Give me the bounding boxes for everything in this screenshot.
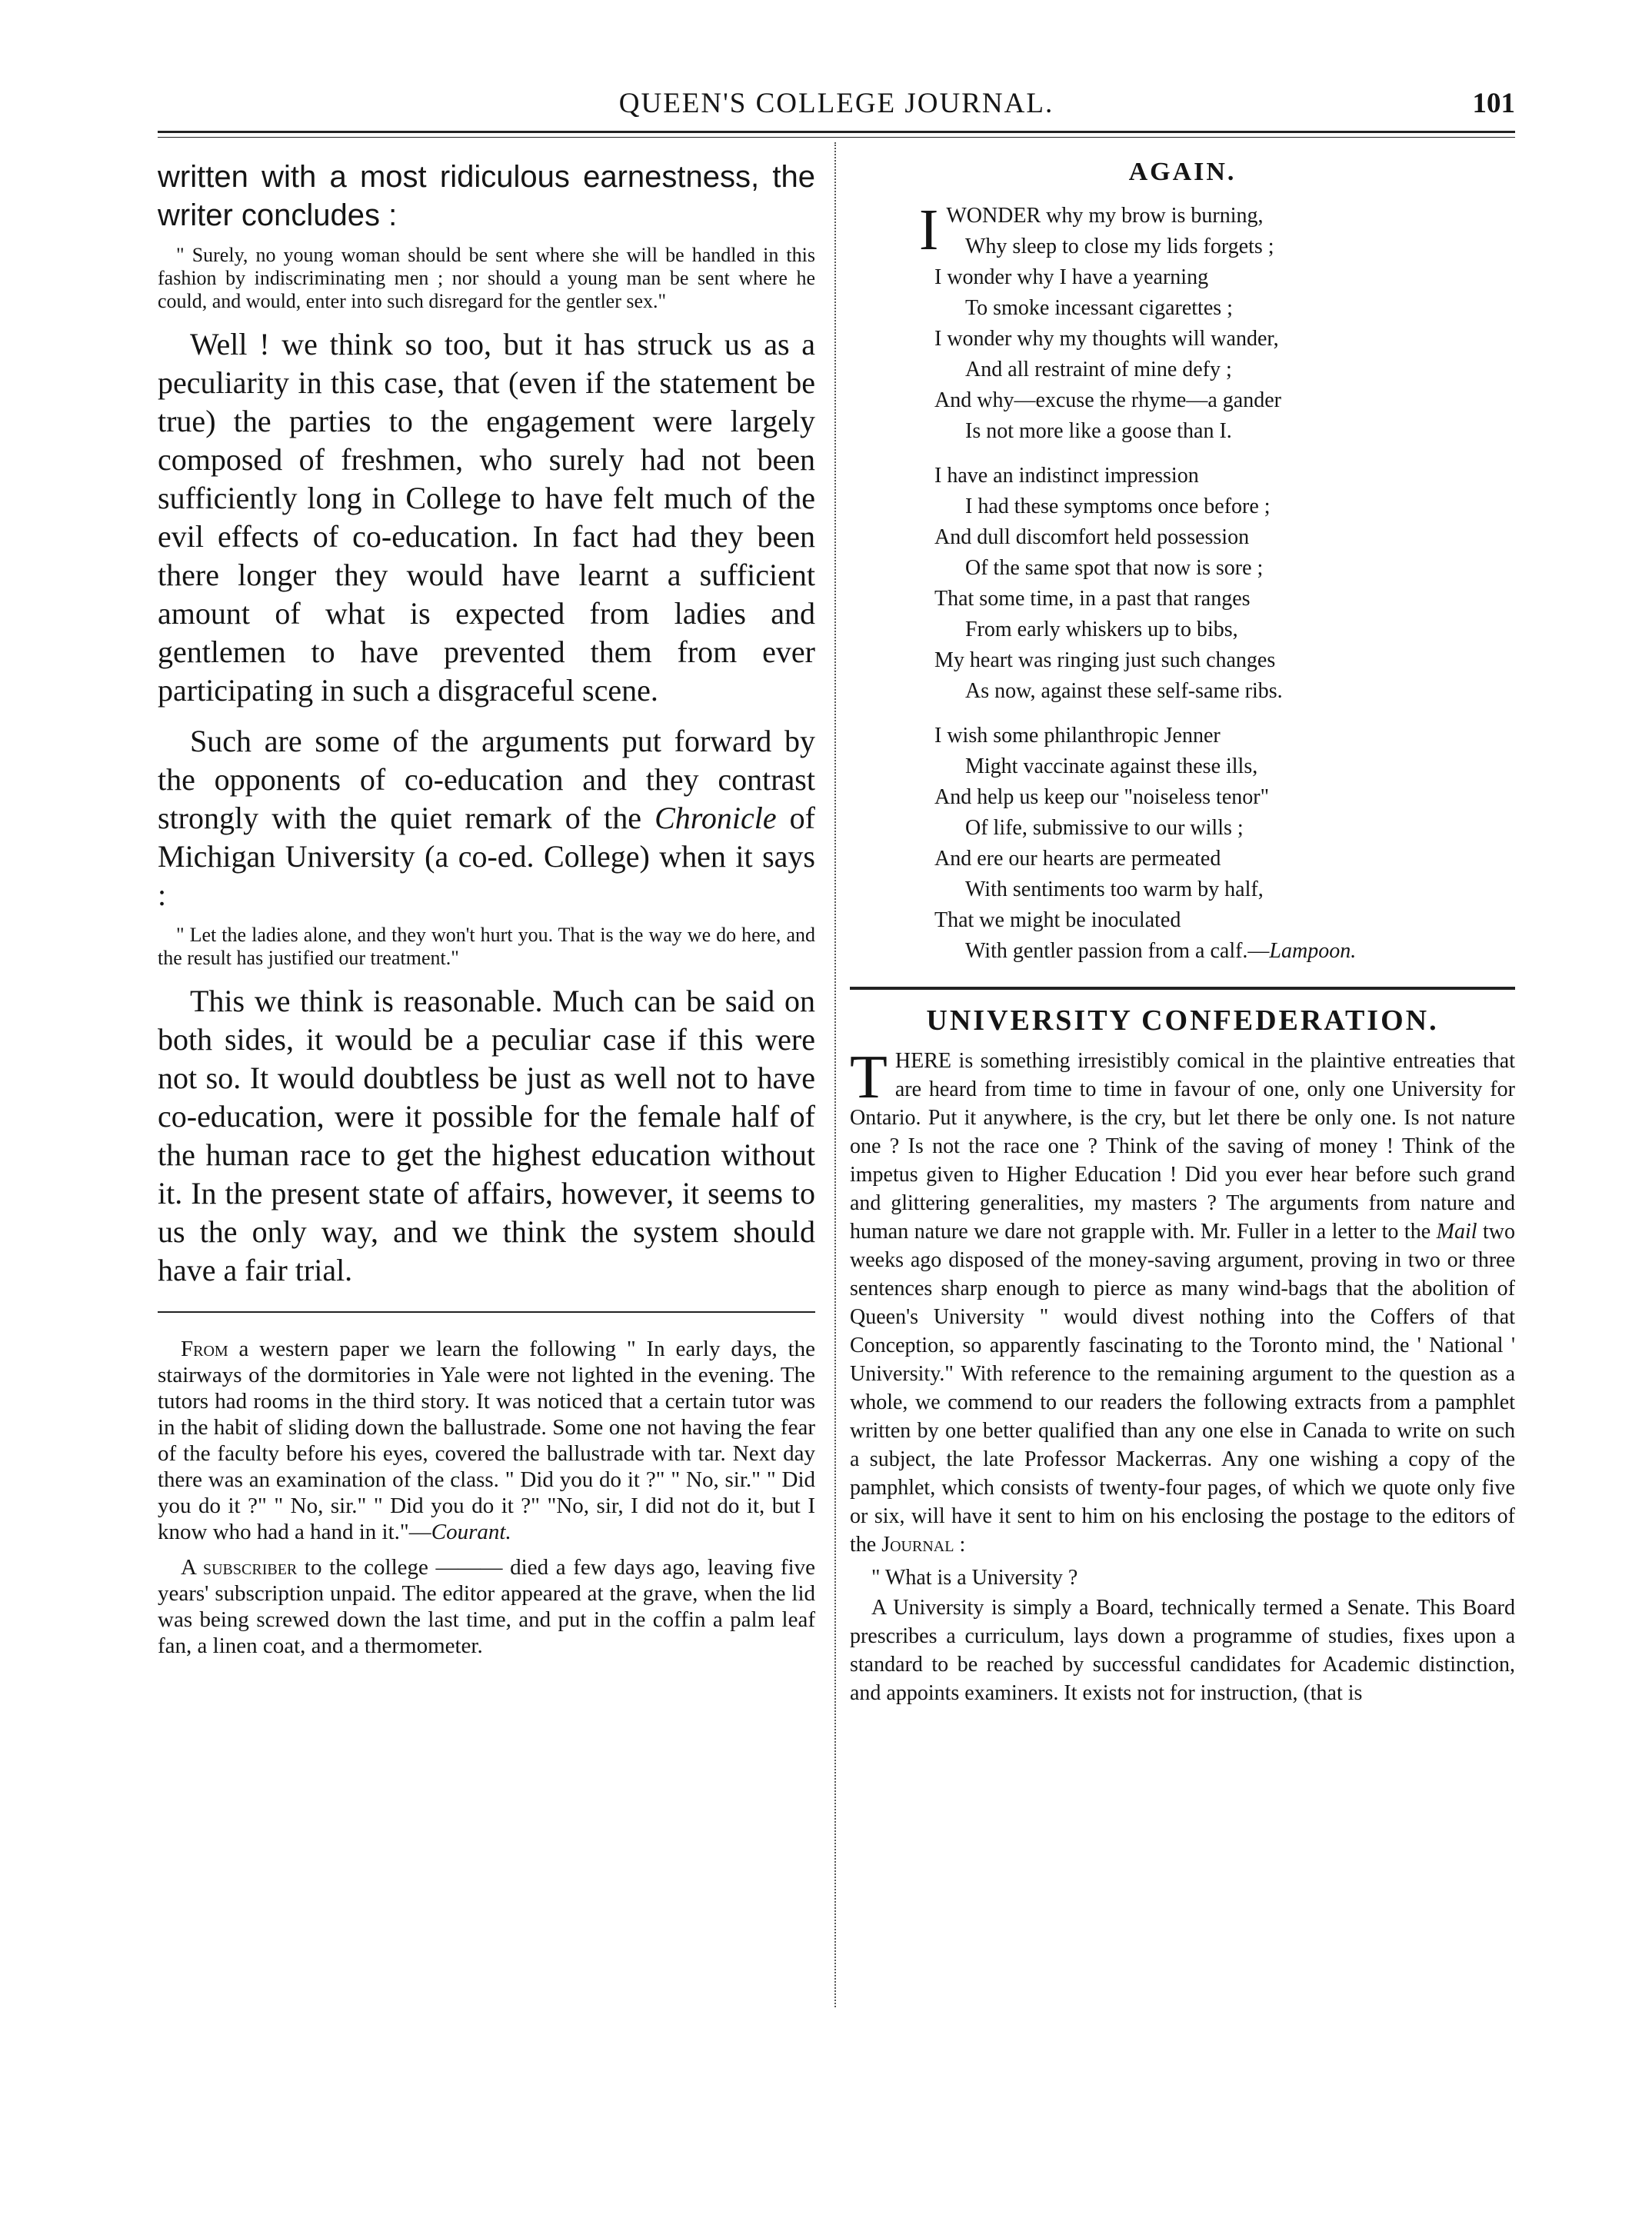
article-paragraph-definition: A University is simply a Board, technically termed a Senate. This Board prescribes a curriculum, lays down a programme of studies, fixes upon a standard to be reached by successful candidates for Academic distinction, and appoints examiners. It exists not for instruction, (that is [850,1596,1515,1705]
poem-line-text: And why—excuse the rhyme—a gander [934,388,1281,412]
poem-line [934,676,1515,707]
poem-line [934,385,1515,416]
poem-line-text: Might vaccinate against these ills, [965,754,1258,778]
poem-line-text: With sentiments too warm by half, [965,878,1264,901]
poem-stanza [919,198,1515,447]
header-rule-thin [158,137,1515,138]
poem-line-text: Why sleep to close my lids forgets ; [965,235,1274,258]
poem-line [934,813,1515,844]
poem-line-text: And help us keep our "noiseless tenor" [934,785,1269,809]
poem-line [934,782,1515,813]
poem-line-text: As now, against these self-same ribs. [965,679,1283,703]
body-paragraph: Well ! we think so too, but it has struck us as a peculiarity in this case, that (even if the statement be true) the parties to the engagement were largely composed of freshmen, who surely had not been sufficiently long in College to have felt much of the evil effects of co-education. In fact had they been there longer they would have learnt a sufficient amount of what is expected from ladies and gentlemen to have prevented them from ever participating in such a disgraceful scene. [158,327,815,708]
poem-line-text: That some time, in a past that ranges [934,587,1251,611]
text-span: a western paper we learn the following " In early days, the stairways of the dormitories in Yale were not lighted in the evening. The tutors had rooms in the third story. It was noticed that a certain tutor was in the habit of sliding down the ballustrade. Some one not having the fear of the faculty before his eyes, covered the ballustrade with tar. Next day there was an examination of the class. " Did you do it ?" " No, sir." " Did you do it ?" " No, sir." " Did you do it ?" "No, sir, I did not do it, but I know who had a hand in it."— [158,1337,815,1544]
page-header [158,81,1515,127]
drop-cap: T [850,1044,888,1111]
poem-line-text: Of life, submissive to our wills ; [965,816,1244,840]
drop-cap: I [919,198,939,262]
poem-line-text: I wish some philanthropic Jenner [934,724,1221,748]
poem-title: AGAIN. [1128,158,1237,186]
poem-line [934,231,1515,262]
poem-line [934,355,1515,385]
poem-line [934,293,1515,324]
poem-line-text: I wonder why I have a yearning [934,265,1209,289]
poem-line-text: Of the same spot that now is sore ; [965,556,1264,580]
poem-line-text: And all restraint of mine defy ; [965,358,1232,381]
poem-stanza [934,461,1515,707]
poem-line [934,905,1515,936]
poem-line-text: And ere our hearts are permeated [934,847,1221,871]
text-span: two weeks ago disposed of the money-saving argument, proving in two or three sentences sharp enough to pierce as many wind-bags that the abolition of Queen's University " would divest nothing into the Coffers of that Conception, so apparently fascinating to the Toronto mind, the ' National ' University." With reference to the remaining argument to the question as a whole, we commend to our readers the following extracts from a pamphlet written by one better qualified than any one else in Canada to write on such a subject, the late Professor Mackerras. Any one wishing a copy of the pamphlet, which consists of twenty-four pages, of which we quote only five or six, will have it sent to him on his enclosing the postage to the editors of the [850,1220,1516,1557]
left-column [158,158,815,1659]
source-attribution: Courant. [431,1520,511,1544]
section-rule [850,987,1515,990]
text-span: of Michigan University (a co-ed. College) when it says : [158,801,815,912]
body-paragraph-chronicle [158,722,815,914]
running-title: QUEEN'S COLLEGE JOURNAL. [618,88,1054,119]
poem-line-text: I have an indistinct impression [934,464,1199,488]
smallcaps-lead: A subscriber [181,1555,298,1580]
poem-line [934,721,1515,751]
poem-line-text: I wonder why my thoughts will wander, [934,327,1279,351]
poem-line-text: Is not more like a goose than I. [965,419,1232,443]
poem-line [934,844,1515,874]
poem-line-text: WONDER why my brow is burning, [946,204,1264,228]
poem-line [934,461,1515,491]
article-question: " What is a University ? [871,1566,1078,1590]
poem-line [934,584,1515,614]
news-item-subscriber [158,1554,815,1659]
text-span: Such are some of the arguments put forward by the opponents of co-education and they contrast strongly with the quiet remark of the [158,724,815,835]
smallcaps-lead: From [181,1337,228,1361]
poem-line [934,553,1515,584]
text-span: HERE is something irresistibly comical in the plaintive entreaties that are heard from time to time in favour of one, only one University for Ontario. Put it anywhere, is the cry, but let there be only one. Is not nature one ? Is not the race one ? Think of the saving of money ! Think of the impetus given to Higher Education ! Did you ever hear before such grand and glittering generalities, my masters ? The arguments from nature and human nature we dare not grapple with. Mr. Fuller in a letter to the [850,1049,1515,1244]
poem-line [934,416,1515,447]
poem-line-text: And dull discomfort held possession [934,525,1250,549]
body-paragraph-conclusion: This we think is reasonable. Much can be said on both sides, it would be a peculiar case if this were not so. It would doubtless be just as well not to have co-education, were it possible for the female half of the human race to get the highest education without it. In the present state of affairs, however, it seems to us the only way, and we think the system should have a fair trial. [158,984,815,1287]
text-span: to the college ——— died a few days ago, leaving five years' subscription unpaid. The editor appeared at the grave, when the lid was being screwed down the last time, and put in the coffin a palm leaf fan, a linen coat, and a thermometer. [158,1555,815,1658]
column-divider [834,142,836,2007]
article-title: UNIVERSITY CONFEDERATION. [926,1004,1439,1037]
section-rule [158,1311,815,1313]
poem-line-text: My heart was ringing just such changes [934,648,1276,672]
source-attribution: Lampoon. [1269,939,1357,963]
italic-title: Chronicle [654,801,777,835]
header-rule [158,131,1515,133]
poem-line-text: From early whiskers up to bibs, [965,618,1238,641]
poem-line-text: To smoke incessant cigarettes ; [965,296,1233,320]
lead-sentence: written with a most ridiculous earnestness, the writer concludes : [158,160,815,232]
poem-line [934,614,1515,645]
right-column [850,158,1515,1707]
quote-paragraph: " Surely, no young woman should be sent where she will be handled in this fashion by indiscriminating men ; nor should a young man be sent where he could, and would, enter into such disregard for the gentler sex." [158,244,815,312]
page-number: 101 [1472,88,1515,119]
poem-line [934,645,1515,676]
news-item-yale [158,1336,815,1545]
poem-line-text: With gentler passion from a calf.— [965,939,1270,963]
poem-stanza [934,721,1515,967]
poem-line [934,262,1515,293]
poem-line [934,874,1515,905]
italic-title: Mail [1436,1220,1477,1244]
poem-line [934,936,1515,967]
poem-line [934,522,1515,553]
smallcaps-journal: Journal [881,1533,954,1557]
text-span: : [954,1533,966,1557]
article-paragraph [850,1044,1516,1559]
poem-line [934,751,1515,782]
poem-body [850,198,1515,967]
poem-line-text: I had these symptoms once before ; [965,495,1271,518]
poem-line-text: That we might be inoculated [934,908,1181,932]
quote-paragraph-michigan: " Let the ladies alone, and they won't hurt you. That is the way we do here, and the result has justified our treatment." [158,924,815,969]
poem-line [934,324,1515,355]
poem-line [934,491,1515,522]
